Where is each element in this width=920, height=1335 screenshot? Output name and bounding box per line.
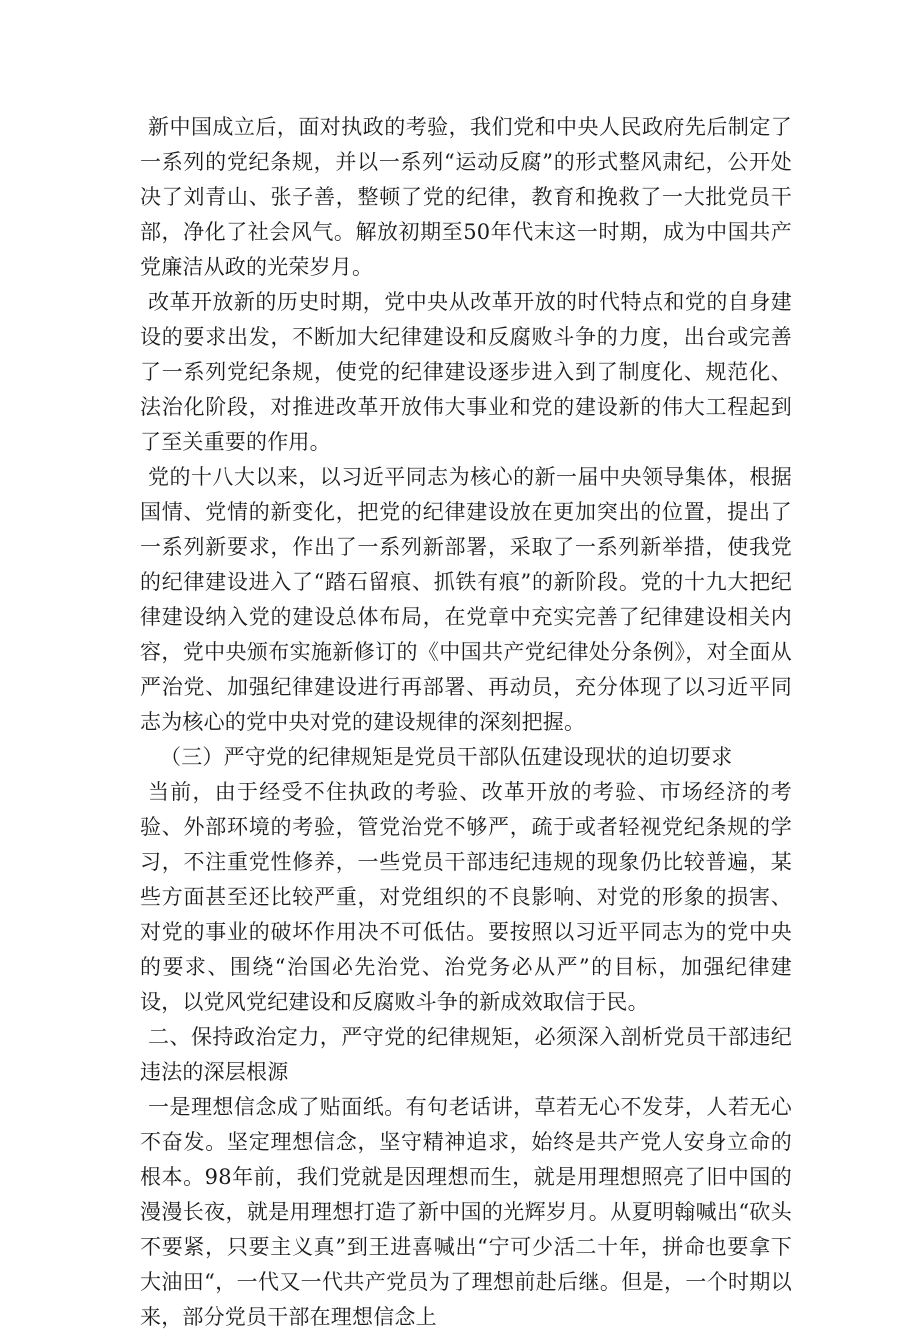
section-heading-3: （三）严守党的纪律规矩是党员干部队伍建设现状的迫切要求 <box>160 745 733 769</box>
paragraph-founding-era: 新中国成立后，面对执政的考验，我们党和中央人民政府先后制定了一系列的党纪条规，并以一系列“运动反腐”的形式整风肃纪，公开处决了刘青山、张子善，整顿了党的纪律，教育和挽救了一大批党员干部，净化了社会风气。解放初期至50年代末这一时期，成为中国共产党廉洁从政的光荣岁月。 <box>140 115 792 279</box>
paragraph-reform-era: 改革开放新的历史时期，党中央从改革开放的时代特点和党的自身建设的要求出发，不断加大纪律建设和反腐败斗争的力度，出台或完善了一系列党纪条规，使党的纪律建设逐步进入到了制度化、规范化、法治化阶段，对推进改革开放伟大事业和党的建设新的伟大工程起到了至关重要的作用。 <box>140 290 792 454</box>
paragraph-18th-congress: 党的十八大以来，以习近平同志为核心的新一届中央领导集体，根据国情、党情的新变化，把党的纪律建设放在更加突出的位置，提出了一系列新要求，作出了一系列新部署，采取了一系列新举措，使我党的纪律建设进入了“踏石留痕、抓铁有痕”的新阶段。党的十九大把纪律建设纳入党的建设总体布局，在党章中充实完善了纪律建设相关内容，党中央颁布实施新修订的《中国共产党纪律处分条例》，对全面从严治党、加强纪律建设进行再部署、再动员，充分体现了以习近平同志为核心的党中央对党的建设规律的深刻把握。 <box>140 465 792 734</box>
paragraph-ideals-belief: 一是理想信念成了贴面纸。有句老话讲，草若无心不发芽，人若无心不奋发。坚定理想信念，坚守精神追求，始终是共产党人安身立命的根本。98年前，我们党就是因理想而生，就是用理想照亮了旧中国的漫漫长夜，就是用理想打造了新中国的光辉岁月。从夏明翰喊出“砍头不要紧，只要主义真”到王进喜喊出“宁可少活二十年，拼命也要拿下大油田“，一代又一代共产党员为了理想前赴后继。但是，一个时期以来，部分党员干部在理想信念上 <box>140 1095 792 1329</box>
section-heading-2: 二、保持政治定力，严守党的纪律规矩，必须深入剖析党员干部违纪违法的深层根源 <box>140 1025 792 1084</box>
document-page <box>140 110 792 1335</box>
paragraph-current-situation: 当前，由于经受不住执政的考验、改革开放的考验、市场经济的考验、外部环境的考验，管党治党不够严，疏于或者轻视党纪条规的学习，不注重党性修养，一些党员干部违纪违规的现象仍比较普遍，某些方面甚至还比较严重，对党组织的不良影响、对党的形象的损害、对党的事业的破坏作用决不可低估。要按照以习近平同志为的党中央的要求、围绕“治国必先治党、治党务必从严”的目标，加强纪律建设，以党风党纪建设和反腐败斗争的新成效取信于民。 <box>140 780 792 1014</box>
